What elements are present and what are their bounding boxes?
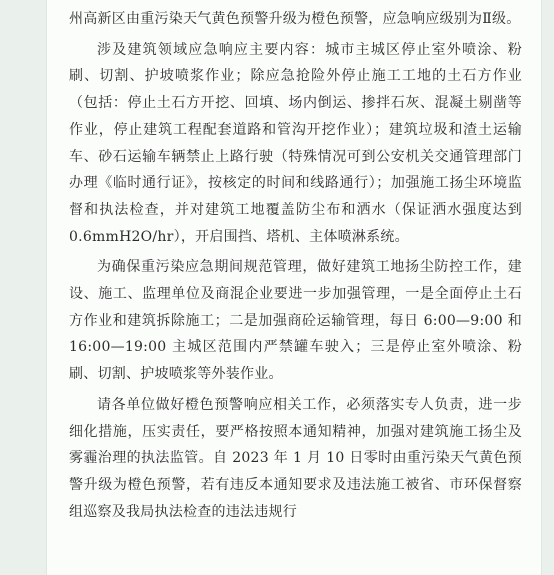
paragraph-warning-upgrade: 州高新区由重污染天气黄色预警升级为橙色预警，应急响应级别为Ⅱ级。 <box>69 11 521 27</box>
document-page <box>46 0 542 575</box>
document-body <box>69 6 522 529</box>
paragraph-enforcement: 请各单位做好橙色预警响应相关工作，必须落实专人负责，进一步细化措施，压实责任，要严格按照本通知精神，加强对建筑施工扬尘及雾霾治理的执法监管。自 2023 年 1 月 10 日零时由重污染天气黄色预警升级为橙色预警，若有违反本通知要求及违法施工被省、市环保督察组巡察及我局执法检查的违法违规行 <box>69 396 522 520</box>
paragraph-construction-response: 涉及建筑领域应急响应主要内容：城市主城区停止室外喷涂、粉刷、切割、护坡喷浆作业；除应急抢险外停止施工工地的土石方作业（包括：停止土石方开挖、回填、场内倒运、掺拌石灰、混凝土剔凿等作业，停止建筑工程配套道路和管沟开挖作业）；建筑垃圾和渣土运输车、砂石运输车辆禁止上路行驶（特殊情况可到公安机关交通管理部门办理《临时通行证》，按核定的时间和线路通行）；加强施工扬尘环境监督和执法检查，并对建筑工地覆盖防尘布和洒水（保证洒水强度达到 0.6mmH2O/hr），开启围挡、塔机、主体喷淋系统。 <box>69 41 522 245</box>
paragraph-dust-control: 为确保重污染应急期间规范管理，做好建筑工地扬尘防控工作，建设、施工、监理单位及商混企业要进一步加强管理，一是全面停止土石方作业和建筑拆除施工；二是加强商砼运输管理，每日 6:00—9:00 和 16:00—19:00 主城区范围内严禁罐车驶入；三是停止室外喷涂、粉刷、切割、护坡喷浆等外装作业。 <box>69 259 522 383</box>
